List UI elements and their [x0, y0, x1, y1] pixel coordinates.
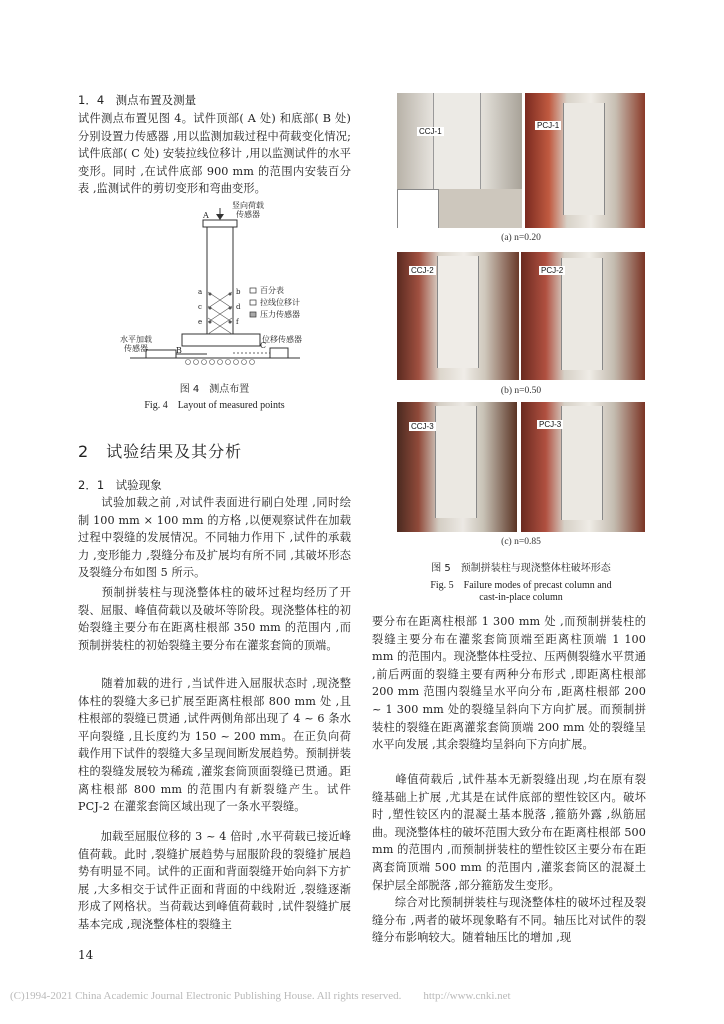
copyright-footer: (C)1994-2021 China Academic Journal Electronic Publishing House. All rights reserved. http://www.cnki.net: [10, 990, 511, 1002]
displacement-sensor-label: 位移传感器: [262, 335, 302, 344]
point-a-label: A: [203, 211, 209, 220]
photo-ccj-2: [397, 252, 519, 380]
section-2-para-4: 加载至屈服位移的 3 ~ 4 倍时 ,水平荷载已接近峰值荷载。此时 ,裂缝扩展趋势与屈服阶段的裂缝扩展趋势有明显不同。试件的正面和背面裂缝开始向斜下方扩展 ,大多相交于试件正面和背面的中线附近 ,裂缝逐渐形成了网格状。当荷载达到峰值荷载时 ,试件裂缝扩展基本完成 ,现浇整体柱的裂缝主: [78, 830, 351, 931]
photo-tag-ccj-3: CCJ-3: [411, 422, 434, 431]
photo-tag-ccj-1: CCJ-1: [419, 127, 442, 136]
legend-wire-sensor: 拉线位移计: [260, 298, 300, 307]
photo-tag-pcj-2: PCJ-2: [541, 266, 564, 275]
letter-c: c: [198, 303, 202, 311]
photo-tag-pcj-1: PCJ-1: [537, 121, 560, 130]
section-1-4-paragraph: 试件测点布置见图 4。试件顶部( A 处) 和底部( B 处) 分别设置力传感器 ,用以监测加载过程中荷载变化情况; 试件底部( C 处) 安装拉线位移计 ,用以监测试件的水平变形。同时 ,在试件底部 900 mm 的范围内安装百分表 ,监测试件的剪切变形和弯曲变形。: [78, 112, 351, 196]
figure-5-caption-cn: 图 5 预制拼装柱与现浇整体柱破坏形态: [431, 563, 611, 574]
right-column-para-1: 要分布在距离柱根部 1 300 mm 处 ,而预制拼装柱的裂缝主要分布在灌浆套筒顶端至距离柱顶端 1 100 mm 的范围内。现浇整体柱受拉、压两侧裂缝水平贯通 ,前后两面的裂缝主要有两种分布形式 ,即距离柱根部 200 mm 范围内裂缝呈水平向分布 ,距离柱根部 200 ~ 1 300 mm 处的裂缝呈斜向下方向扩展。而预制拼装柱的裂缝在距离灌浆套筒顶端 200 mm 处的裂缝呈水平向发展 ,其余裂缝均呈斜向下方向扩展。: [372, 615, 646, 752]
figure-4-caption-en: Fig. 4 Layout of measured points: [144, 400, 285, 411]
figure-5-sub-b: (b) n=0.50: [500, 386, 542, 396]
photo-tag-pcj-3: PCJ-3: [539, 420, 562, 429]
letter-a: a: [198, 288, 203, 296]
photo-pcj-3: [521, 402, 645, 532]
point-b-label: B: [176, 346, 182, 355]
letter-e: e: [198, 318, 203, 326]
section-heading-2: 2 试验结果及其分析: [78, 442, 243, 461]
section-2-para-1: 试验加载之前 ,对试件表面进行刷白处理 ,同时绘制 100 mm × 100 mm 的方格 ,以便观察试件在加载过程中裂缝的发展情况。不同轴力作用下 ,试件的承载力 ,变形能力 ,裂缝分布及扩展均有所不同 ,其破坏形态及裂缝分布如图 5 所示。: [78, 496, 351, 580]
axial-load-label: 竖向荷载: [232, 201, 264, 210]
point-c-label: C: [260, 341, 267, 350]
photo-pcj-2: [521, 252, 645, 380]
figure-5-sub-a: (a) n=0.20: [501, 233, 541, 243]
letter-d: d: [236, 303, 241, 311]
photo-ccj-3: [397, 402, 517, 532]
figure-5-caption-en-1: Fig. 5 Failure modes of precast column and: [430, 580, 612, 591]
section-2-para-2: 预制拼装柱与现浇整体柱的破坏过程均经历了开裂、屈服、峰值荷载以及破坏等阶段。现浇整体柱的初始裂缝主要分布在距离柱根部 350 mm 的范围内 ,而预制拼装柱的初始裂缝主要分布在灌浆套筒的顶端。: [78, 586, 351, 652]
section-2-para-3: 随着加载的进行 ,当试件进入屈服状态时 ,现浇整体柱的裂缝大多已扩展至距离柱根部 800 mm 处 ,且柱根部的裂缝已贯通 ,试件两侧角部出现了 4 ~ 6 条水平向裂缝 ,且长度约为 150 ~ 200 mm。在正负向荷载作用下试件的裂缝大多呈现间断发展趋势。预制拼装柱的裂缝发展较为稀疏 ,灌浆套筒顶面裂缝已贯通。距离柱根部 800 mm 的范围内有新裂缝产生。试件 PCJ-2 在灌浆套筒区域出现了一条水平裂缝。: [78, 677, 351, 814]
legend-dial-gauge: 百分表: [260, 286, 284, 295]
letter-b: b: [236, 288, 241, 296]
photo-tag-ccj-2: CCJ-2: [411, 266, 434, 275]
right-column-para-3: 综合对比预制拼装柱与现浇整体柱的破坏过程及裂缝分布 ,两者的破坏现象略有不同。轴压比对试件的裂缝分布影响较大。随着轴压比的增加 ,现: [372, 896, 646, 945]
section-heading-2-1: 2．1 试验现象: [78, 478, 162, 492]
horizontal-sensor-label: 传感器: [124, 344, 148, 353]
page-number: 14: [78, 948, 94, 962]
figure-4-caption-cn: 图 4 测点布置: [179, 384, 250, 395]
section-heading-1-4: 1．4 测点布置及测量: [78, 93, 197, 107]
figure-5-caption-en-2: cast-in-place column: [479, 592, 563, 603]
photo-ccj-1: [397, 93, 522, 228]
letter-f: f: [236, 318, 239, 326]
figure-4-diagram: [110, 200, 330, 378]
photo-pcj-1: [525, 93, 645, 228]
legend-pressure-sensor: 压力传感器: [260, 310, 300, 319]
right-column-para-2: 峰值荷载后 ,试件基本无新裂缝出现 ,均在原有裂缝基础上扩展 ,尤其是在试件底部的塑性铰区内。破坏时 ,塑性铰区内的混凝土基本脱落 ,箍筋外露 ,纵筋屈曲。现浇整体柱的破坏范围大致分布在距离柱根部 500 mm 的范围内 ,而预制拼装柱的塑性铰区主要分布在距离套筒顶端 500 mm 的范围内 ,灌浆套筒区的混凝土保护层全部脱落 ,部分箍筋发生变形。: [372, 773, 646, 892]
axial-sensor-label: 传感器: [236, 210, 260, 219]
horizontal-load-label: 水平加载: [120, 335, 152, 344]
figure-5-sub-c: (c) n=0.85: [501, 537, 541, 547]
